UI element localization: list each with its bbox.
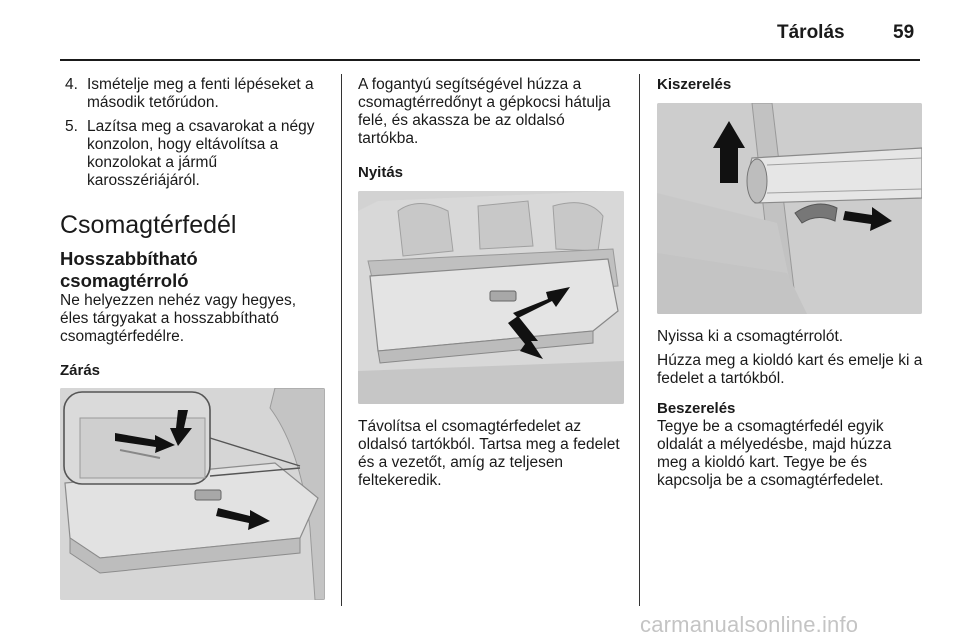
opening-illustration [358,191,624,404]
figure-closing [60,388,325,600]
list-number: 5. [65,118,78,135]
column-divider-1 [341,74,342,606]
column-3 [657,76,925,490]
beszereles-text: Tegye be a csomagtérfedél egyik oldalát a mélyedésbe, majd húzza meg a kioldó kart. Tegye be és kapcsolja be a csomagtérfedelet. [657,418,892,489]
list-item [60,76,328,112]
figure-opening [358,191,624,404]
watermark: carmanualsonline.info [640,612,859,637]
nyitas-title: Nyitás [358,164,404,181]
list-number: 4. [65,76,78,93]
list-text: Lazítsa meg a csavarokat a négy konzolon, hogy eltávolítsa a konzolokat a jármű karosszériájáról. [87,118,315,189]
column-1 [60,76,328,600]
kiszereles-title: Kiszerelés [657,76,732,93]
removal-illustration [657,103,922,314]
header-title: Tárolás [777,22,845,43]
kiszereles-p1: Nyissa ki a csomagtérrolót. [657,328,844,345]
figure-removal [657,103,922,314]
zaras-title: Zárás [60,362,101,379]
nyitas-text: Távolítsa el csomagtérfedelet az oldalsó tartókból. Tartsa meg a fedelet és a vezetőt, amíg az teljesen feltekeredik. [358,418,620,489]
subsection-text: Ne helyezzen nehéz vagy hegyes, éles tárgyakat a hosszabbítható csomagtérfedélre. [60,292,297,345]
column-2 [358,76,626,490]
list-item [60,118,328,190]
page-number: 59 [893,22,915,43]
subsection-title: Hosszabbítható csomagtérroló [60,248,198,291]
column-divider-2 [639,74,640,606]
intro-text: A fogantyú segítségével húzza a csomagtérredőnyt a gépkocsi hátulja felé, és akassza be az oldalsó tartókba. [358,76,611,147]
steps-list [60,76,328,190]
header-rule [60,59,920,61]
section-title: Csomagtérfedél [60,211,237,239]
kiszereles-p2: Húzza meg a kioldó kart és emelje ki a fedelet a tartókból. [657,352,923,387]
closing-illustration [60,388,325,600]
list-text: Ismételje meg a fenti lépéseket a második tetőrúdon. [87,76,314,111]
beszereles-title: Beszerelés [657,400,736,417]
